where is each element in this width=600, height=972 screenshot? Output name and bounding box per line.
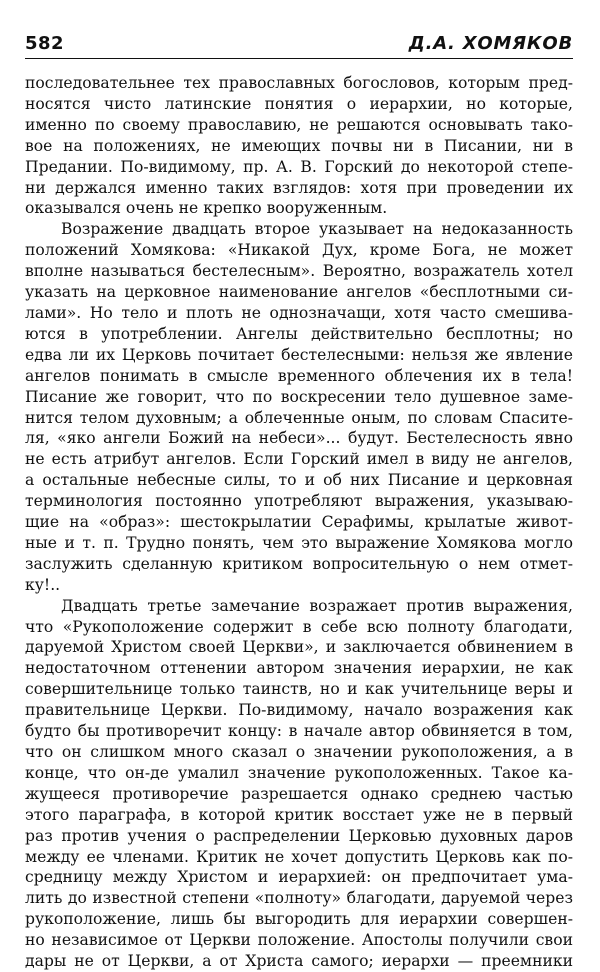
text-line: нится телом духовным; а облеченные оным, по словам Спасите-	[25, 408, 573, 427]
text-line: ются в употреблении. Ангелы действительно бесплотны; но	[25, 324, 573, 343]
text-line: дары не от Церкви, а от Христа самого; иерархи — преемники	[25, 952, 573, 971]
text-line: недостаточном оттенении автором значения иерархии, не как	[25, 659, 573, 678]
page-header	[25, 28, 573, 59]
paragraph	[25, 73, 573, 219]
text-line: щие на «образ»: шестокрылатии Серафимы, крылатые живот-	[25, 513, 573, 532]
text-line: указать на церковное наименование ангелов «бесплотными си-	[25, 283, 573, 302]
text-line: совершительнице только таинств, но и как учительнице веры и	[25, 680, 573, 699]
text-line: Предании. По-видимому, пр. А. В. Горский до некоторой степе-	[25, 157, 573, 176]
text-line: последовательнее тех православных богословов, которым пред-	[25, 74, 573, 92]
text-line: но независимое от Церкви положение. Апостолы получили свои	[25, 931, 573, 950]
paragraph	[25, 219, 573, 595]
text-line: даруемой Христом своей Церкви», и заключается обвинением в	[25, 638, 573, 657]
text-line: лить до известной степени «полноту» благодати, даруемой через	[25, 889, 573, 908]
text-line: что «Рукоположение содержит в себе всю полноту благодати,	[25, 617, 573, 636]
text-line: средницу между Христом и иерархией: он предпочитает ума-	[25, 868, 573, 887]
text-line: Писание же говорит, что по воскресении тело душевное заме-	[25, 387, 573, 406]
text-line: оказывался очень не крепко вооруженным.	[25, 199, 388, 218]
text-line: едва ли их Церковь почитает бестелесными: нельзя же явление	[25, 345, 573, 364]
text-line: вое на положениях, не имеющих почвы ни в Писании, ни в	[25, 136, 573, 155]
text-line: ку!..	[25, 575, 61, 594]
text-line: заслужить сделанную критиком вопросительную о нем отмет-	[25, 554, 573, 573]
text-line: Возражение двадцать второе указывает на недоказанность	[61, 220, 573, 239]
text-line: ные и т. п. Трудно понять, чем это выражение Хомякова могло	[25, 533, 573, 552]
text-line: лами». Но тело и плоть не однозначащи, хотя часто смешива-	[25, 303, 573, 322]
text-line: Двадцать третье замечание возражает против выражения,	[61, 596, 573, 615]
page-number: 582	[25, 33, 65, 54]
text-line: рукоположение, лишь бы выгородить для иерархии совершен-	[25, 910, 573, 929]
text-line: правительнице Церкви. По-видимому, начало возражения как	[25, 701, 573, 720]
text-line: будто бы противоречит концу: в начале автор обвиняется в том,	[25, 722, 573, 741]
text-line: ангелов понимать в смысле временного облечения их в тела!	[25, 366, 573, 385]
text-line: вполне называться бестелесным». Вероятно, возражатель хотел	[25, 262, 573, 281]
body-text	[25, 73, 573, 972]
text-line: конце, что он-де умалил значение рукоположенных. Такое ка-	[25, 763, 573, 782]
text-line: ля, «яко ангели Божий на небеси»... будут. Бестелесность явно	[25, 429, 573, 448]
text-line: раз против учения о распределении Церковью духовных даров	[25, 826, 573, 845]
paragraph	[25, 596, 573, 972]
text-line: положений Хомякова: «Никакой Дух, кроме Бога, не может	[25, 241, 573, 260]
book-page	[25, 28, 573, 972]
text-line: жущееся противоречие разрешается однако среднею частью	[25, 784, 573, 803]
text-line: этого параграфа, в которой критик восстает уже не в первый	[25, 805, 573, 824]
text-line: ни держался именно таких взглядов: хотя при проведении их	[25, 178, 573, 197]
text-line: не есть атрибут ангелов. Если Горский имел в виду не ангелов,	[25, 450, 573, 469]
text-line: именно по своему православию, не решаются основывать тако-	[25, 115, 573, 134]
text-line: носятся чисто латинские понятия о иерархии, но которые,	[25, 94, 573, 113]
running-head: Д.А. ХОМЯКОВ	[408, 33, 573, 54]
text-line: что он слишком много сказал о значении рукоположения, а в	[25, 743, 573, 761]
text-line: между ее членами. Критик не хочет допустить Церковь как по-	[25, 847, 573, 866]
text-line: а остальные небесные силы, то и об них Писание и церковная	[25, 471, 573, 490]
text-line: терминология постоянно употребляют выражения, указываю-	[25, 492, 573, 511]
